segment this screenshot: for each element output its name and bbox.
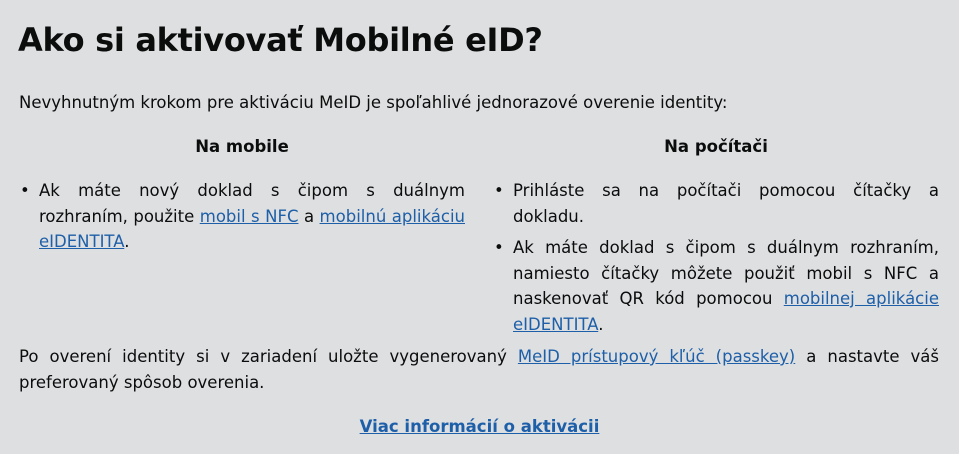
item-text: Ak máte nový doklad s čipom s duálnym rozhraním, použite: [39, 181, 465, 226]
page-title: Ako si aktivovať Mobilné eID?: [18, 21, 543, 59]
list-item: [493, 178, 939, 229]
passkey-paragraph: [19, 344, 939, 396]
computer-column: [493, 136, 939, 343]
computer-heading: Na počítači: [664, 137, 768, 156]
nfc-mobile-link[interactable]: mobil s NFC: [199, 206, 299, 226]
item-text: Prihláste sa na počítači pomocou čítačky a dokladu.: [513, 181, 939, 226]
more-info-row: [0, 414, 959, 440]
eidentita-app-link[interactable]: mobilnej aplikácie eIDENTITA: [513, 289, 939, 334]
list-item: [19, 178, 465, 255]
computer-list: [493, 178, 939, 337]
paragraph-text: Po overení identity si v zariadení uložte vygenerovaný: [19, 347, 518, 366]
bullet: •: [494, 238, 504, 257]
list-item: [493, 235, 939, 337]
eidentita-app-link[interactable]: mobilnú aplikáciu eIDENTITA: [39, 206, 465, 251]
mobile-list: [19, 178, 465, 255]
more-info-link[interactable]: Viac informácií o aktivácii: [359, 417, 600, 436]
mobile-column: [19, 136, 465, 261]
item-text: a: [298, 206, 320, 226]
bullet: •: [20, 181, 30, 200]
item-text: Ak máte doklad s čipom s duálnym rozhraním, namiesto čítačky môžete použiť mobil s NFC a naskenovať QR kód pomocou: [513, 238, 939, 308]
bullet: •: [494, 181, 504, 200]
passkey-link[interactable]: MeID prístupový kľúč (passkey): [517, 347, 796, 366]
intro-text: Nevyhnutným krokom pre aktiváciu MeID je spoľahlivé jednorazové overenie identity:: [19, 93, 728, 112]
item-text: .: [124, 232, 130, 251]
item-text: .: [598, 314, 604, 334]
mobile-heading: Na mobile: [195, 137, 289, 156]
paragraph-text: a nastavte váš preferovaný spôsob overenia.: [19, 347, 940, 392]
